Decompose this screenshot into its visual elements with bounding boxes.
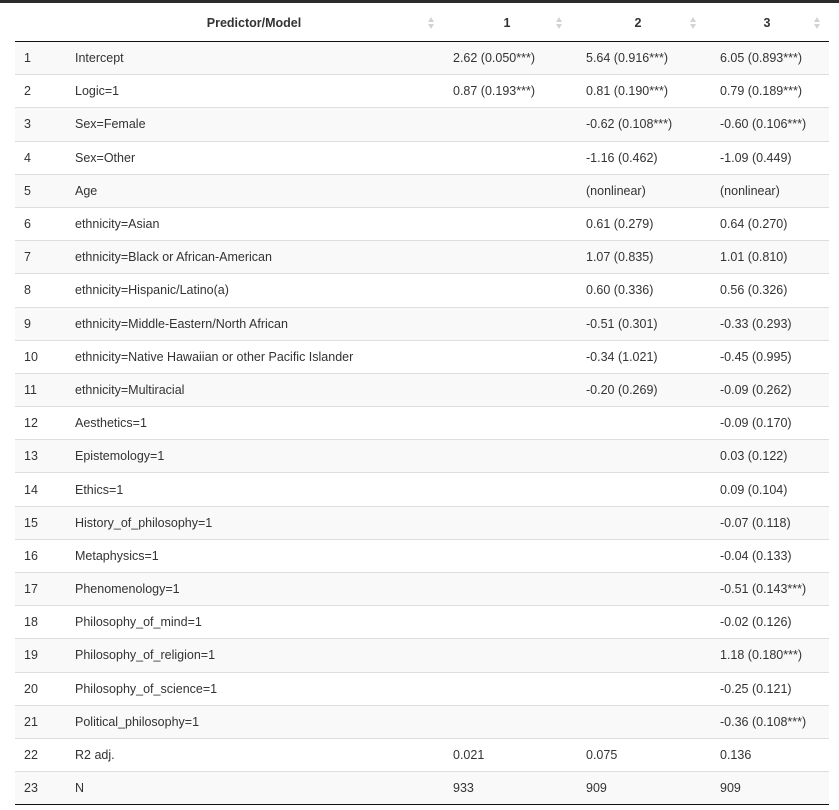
model-3-cell: 0.09 (0.104) [705,473,829,506]
model-2-cell [571,539,705,572]
row-index-cell: 20 [15,672,65,705]
header-predictor-model[interactable] [65,5,443,42]
row-index-cell: 8 [15,274,65,307]
header-row-index [15,5,65,42]
row-index-cell: 2 [15,75,65,108]
row-index-cell: 5 [15,174,65,207]
model-3-cell: -0.09 (0.170) [705,407,829,440]
model-3-cell: -0.09 (0.262) [705,373,829,406]
model-2-cell: -0.34 (1.021) [571,340,705,373]
model-3-cell: -0.04 (0.133) [705,539,829,572]
model-1-cell: 0.021 [443,738,571,771]
row-index-cell: 22 [15,738,65,771]
model-1-cell [443,141,571,174]
row-index-cell: 1 [15,42,65,75]
model-2-cell: 0.81 (0.190***) [571,75,705,108]
table-row [15,141,829,174]
table-row [15,440,829,473]
model-2-cell [571,573,705,606]
model-2-cell [571,606,705,639]
table-row [15,407,829,440]
predictor-cell: Philosophy_of_science=1 [65,672,443,705]
table-row [15,672,829,705]
row-index-cell: 15 [15,506,65,539]
predictor-cell: Sex=Other [65,141,443,174]
model-2-cell: -0.20 (0.269) [571,373,705,406]
predictor-cell: Philosophy_of_religion=1 [65,639,443,672]
model-1-cell [443,639,571,672]
model-3-cell: -0.33 (0.293) [705,307,829,340]
table-row [15,241,829,274]
model-2-cell [571,705,705,738]
table-row [15,207,829,240]
predictor-cell: Epistemology=1 [65,440,443,473]
model-2-cell: 909 [571,772,705,805]
predictor-cell: History_of_philosophy=1 [65,506,443,539]
model-1-cell [443,539,571,572]
sort-icon[interactable] [690,17,697,29]
predictor-cell: ethnicity=Native Hawaiian or other Pacific Islander [65,340,443,373]
header-label: 1 [503,16,511,30]
model-3-cell: -0.45 (0.995) [705,340,829,373]
model-3-cell: 0.56 (0.326) [705,274,829,307]
top-border [0,0,839,3]
model-2-cell: 0.61 (0.279) [571,207,705,240]
model-1-cell [443,274,571,307]
header-label: 3 [763,16,771,30]
model-2-cell: 0.075 [571,738,705,771]
table-row [15,639,829,672]
table-row [15,75,829,108]
predictor-cell: ethnicity=Asian [65,207,443,240]
row-index-cell: 18 [15,606,65,639]
header-row [15,5,829,42]
row-index-cell: 9 [15,307,65,340]
row-index-cell: 21 [15,705,65,738]
table-row [15,307,829,340]
header-label: 2 [634,16,642,30]
row-index-cell: 3 [15,108,65,141]
predictor-cell: Intercept [65,42,443,75]
model-1-cell [443,407,571,440]
header-label: Predictor/Model [206,16,302,30]
sort-icon[interactable] [814,17,821,29]
table-row [15,108,829,141]
model-3-cell: -0.02 (0.126) [705,606,829,639]
predictor-cell: Age [65,174,443,207]
model-1-cell [443,672,571,705]
table-row [15,738,829,771]
model-3-cell: -1.09 (0.449) [705,141,829,174]
model-3-cell: 1.01 (0.810) [705,241,829,274]
model-2-cell: -1.16 (0.462) [571,141,705,174]
model-1-cell: 0.87 (0.193***) [443,75,571,108]
predictor-cell: Ethics=1 [65,473,443,506]
model-1-cell [443,705,571,738]
row-index-cell: 19 [15,639,65,672]
model-1-cell [443,207,571,240]
model-3-cell: 0.03 (0.122) [705,440,829,473]
model-2-cell [571,440,705,473]
table-row [15,373,829,406]
header-model-1[interactable] [443,5,571,42]
row-index-cell: 6 [15,207,65,240]
predictor-cell: Metaphysics=1 [65,539,443,572]
row-index-cell: 17 [15,573,65,606]
model-2-cell [571,506,705,539]
table-row [15,42,829,75]
model-1-cell [443,241,571,274]
model-2-cell [571,639,705,672]
model-1-cell: 2.62 (0.050***) [443,42,571,75]
model-1-cell [443,506,571,539]
predictor-cell: Philosophy_of_mind=1 [65,606,443,639]
model-2-cell: 1.07 (0.835) [571,241,705,274]
row-index-cell: 12 [15,407,65,440]
row-index-cell: 23 [15,772,65,805]
predictor-cell: ethnicity=Black or African-American [65,241,443,274]
table-row [15,772,829,805]
model-2-cell: (nonlinear) [571,174,705,207]
model-2-cell: 0.60 (0.336) [571,274,705,307]
table-row [15,606,829,639]
table-row [15,573,829,606]
model-2-cell [571,473,705,506]
header-model-3[interactable] [705,5,829,42]
model-2-cell: -0.51 (0.301) [571,307,705,340]
predictor-cell: R2 adj. [65,738,443,771]
table-row [15,174,829,207]
model-1-cell [443,473,571,506]
model-2-cell [571,672,705,705]
model-3-cell: -0.07 (0.118) [705,506,829,539]
model-3-cell: 0.79 (0.189***) [705,75,829,108]
table-row [15,274,829,307]
model-3-cell: 1.18 (0.180***) [705,639,829,672]
table-row [15,539,829,572]
model-1-cell [443,108,571,141]
predictor-cell: ethnicity=Middle-Eastern/North African [65,307,443,340]
row-index-cell: 4 [15,141,65,174]
row-index-cell: 16 [15,539,65,572]
row-index-cell: 14 [15,473,65,506]
predictor-cell: Phenomenology=1 [65,573,443,606]
predictor-cell: ethnicity=Multiracial [65,373,443,406]
predictor-cell: Logic=1 [65,75,443,108]
predictor-cell: Sex=Female [65,108,443,141]
model-3-cell: -0.51 (0.143***) [705,573,829,606]
model-3-cell: (nonlinear) [705,174,829,207]
model-3-cell: -0.36 (0.108***) [705,705,829,738]
predictor-cell: N [65,772,443,805]
model-1-cell [443,606,571,639]
table-row [15,473,829,506]
table-row [15,340,829,373]
model-2-cell: 5.64 (0.916***) [571,42,705,75]
regression-table [15,5,829,805]
model-1-cell [443,174,571,207]
row-index-cell: 7 [15,241,65,274]
model-2-cell [571,407,705,440]
model-1-cell [443,440,571,473]
table-body [15,42,829,805]
model-3-cell: -0.25 (0.121) [705,672,829,705]
header-model-2[interactable] [571,5,705,42]
sort-icon[interactable] [556,17,563,29]
model-3-cell: 0.64 (0.270) [705,207,829,240]
row-index-cell: 10 [15,340,65,373]
table-row [15,705,829,738]
model-3-cell: -0.60 (0.106***) [705,108,829,141]
model-1-cell [443,373,571,406]
predictor-cell: Aesthetics=1 [65,407,443,440]
model-1-cell [443,573,571,606]
predictor-cell: ethnicity=Hispanic/Latino(a) [65,274,443,307]
model-1-cell: 933 [443,772,571,805]
row-index-cell: 11 [15,373,65,406]
table-header [15,5,829,42]
row-index-cell: 13 [15,440,65,473]
sort-icon[interactable] [428,17,435,29]
model-3-cell: 909 [705,772,829,805]
model-2-cell: -0.62 (0.108***) [571,108,705,141]
table-row [15,506,829,539]
predictor-cell: Political_philosophy=1 [65,705,443,738]
model-1-cell [443,340,571,373]
model-1-cell [443,307,571,340]
model-3-cell: 6.05 (0.893***) [705,42,829,75]
model-3-cell: 0.136 [705,738,829,771]
